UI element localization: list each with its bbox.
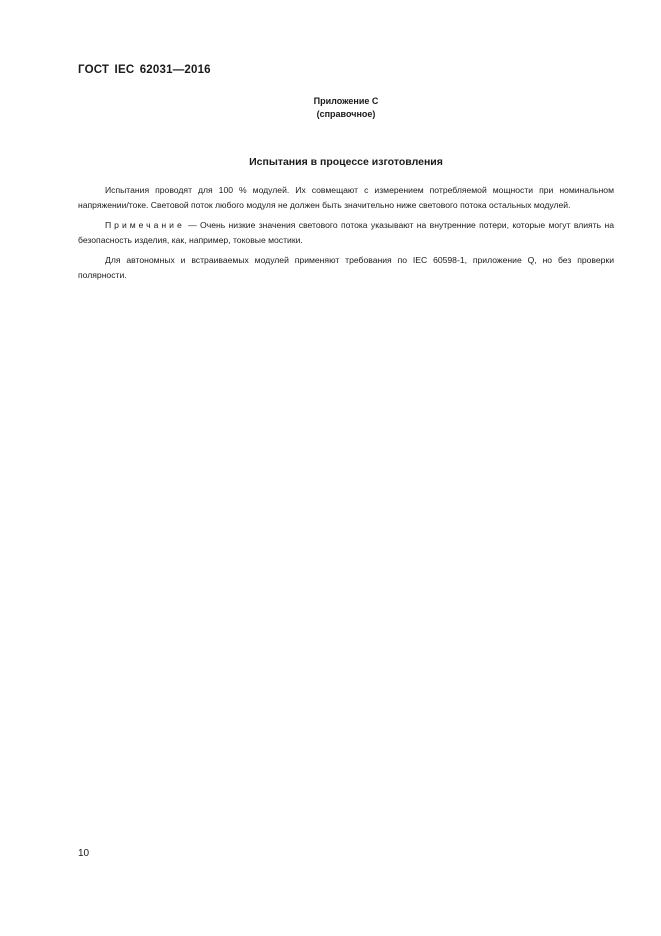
appendix-type: (справочное) (316, 109, 376, 119)
note-paragraph (78, 218, 614, 248)
page-number: 10 (78, 848, 90, 859)
standard-code: ГОСТ IEC 62031—2016 (78, 64, 211, 76)
section-title: Испытания в процессе изготовления (249, 156, 443, 168)
body-text (78, 183, 614, 288)
note-label: Примечание (105, 220, 185, 230)
paragraph-2: Для автономных и встраиваемых модулей применяют требования по IEC 60598-1, приложение Q, но без проверки полярности. (78, 255, 614, 280)
appendix-label: Приложение С (313, 96, 379, 106)
paragraph-1: Испытания проводят для 100 % модулей. Их совмещают с измерением потребляемой мощности при номинальном напряжении/токе. Световой поток любого модуля не должен быть значительно ниже светового потока остальных модулей. (78, 185, 614, 210)
note-text: — Очень низкие значения светового потока указывают на внутренние потери, которые могут влиять на безопасность изделия, как, например, токовые мостики. (78, 220, 614, 245)
appendix-heading (0, 95, 661, 121)
